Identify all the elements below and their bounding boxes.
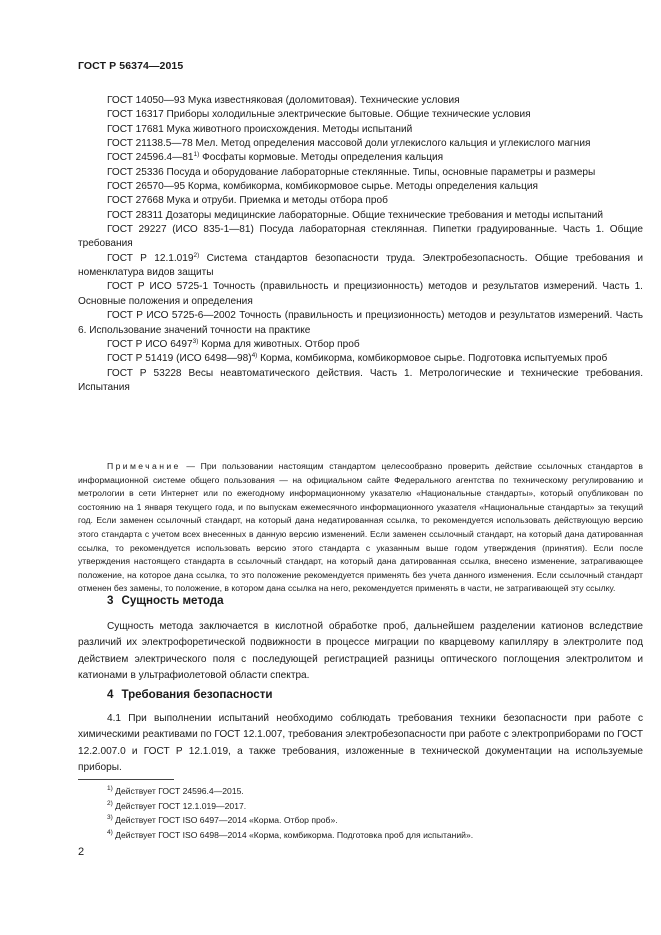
reference-item: ГОСТ 17681 Мука животного происхождения. Методы испытаний (107, 123, 413, 135)
section-4-heading (107, 688, 273, 701)
reference-item: ГОСТ 29227 (ИСО 835-1—81) Посуда лабораторная стеклянная. Пипетки градуированные. Часть 1. Общие требования (78, 224, 643, 250)
reference-item: ГОСТ 26570—95 Корма, комбикорма, комбикормовое сырье. Методы определения кальция (107, 181, 538, 193)
footnote-mark: 1) (107, 785, 113, 792)
reference-item: ГОСТ Р 51419 (ИСО 6498—98)$^{4)}$ Корма, комбикорма, комбикормовое сырье. Подготовка испытуемых проб (107, 352, 608, 365)
section-title: Требования безопасности (121, 688, 273, 701)
reference-item: ГОСТ Р 12.1.019$^{2)}$ Система стандартов безопасности труда. Электробезопасность. Общие требования и номенклатура видов защиты (78, 251, 643, 279)
section-4-text: 4.1 При выполнении испытаний необходимо соблюдать требования техники безопасности при работе с химическими реактивами по ГОСТ 12.1.007, требования электробезопасности при работе с электроприборами по ГОСТ 12.2.007.0 и ГОСТ Р 12.1.019, а также требования, изложенные в технической документации на используемые приборы. (78, 713, 643, 773)
section-title: Сущность метода (121, 594, 224, 607)
section-3-text: Сущность метода заключается в кислотной обработке проб, дальнейшем разделении катионов вследствие различий их электрофоретической подвижности в процессе миграции по кварцевому капилляру в электролите под действием электрического поля с последующей регистрацией разницы оптического поглощения электролитом и катионами в ультрафиолетовой области спектра. (78, 621, 643, 681)
footnote: $^{3)}$ Действует ГОСТ ISO 6497—2014 «Корма. Отбор проб». (107, 814, 338, 826)
footnote-marker: 4) (251, 352, 258, 360)
footnote-marker: 1) (193, 151, 200, 159)
note-dash: — (180, 461, 201, 471)
footnote-separator (78, 779, 174, 780)
reference-item: ГОСТ Р 53228 Весы неавтоматического действия. Часть 1. Метрологические и технические требования. Испытания (78, 367, 643, 393)
note-label: Примечание (107, 461, 181, 471)
note-text: При пользовании настоящим стандартом целесообразно проверить действие ссылочных стандартов в информационной системе общего пользования — на официальном сайте Федерального агентства по техническому регулированию и метрологии в сети Интернет или по ежегодному информационному указателю «Национальные стандарты», который опубликован по состоянию на 1 января текущего года, и по выпускам ежемесячного информационного указателя «Национальные стандарты» за текущий год. Если заменен ссылочный стандарт, на который дана недатированная ссылка, то рекомендуется использовать действующую версию этого стандарта с учетом всех внесенных в данную версию изменений. Если заменен ссылочный стандарт, на который дана датированная ссылка, то рекомендуется использовать версию этого стандарта с указанным выше годом утверждения (принятия). Если после утверждения настоящего стандарта в ссылочный стандарт, на который дана датированная ссылка, внесено изменение, затрагивающее положение, на которое дана ссылка, то это положение рекомендуется применять без учета данного изменения. Если ссылочный стандарт отменен без замены, то положение, в котором дана ссылка на него, рекомендуется применять в части, не затрагивающей эту ссылку. (78, 461, 643, 594)
normative-references-list (78, 94, 643, 395)
footnote-mark: 3) (107, 814, 113, 822)
reference-item: ГОСТ 28311 Дозаторы медицинские лабораторные. Общие технические требования и методы испытаний (107, 209, 604, 221)
footnote-mark: 4) (107, 828, 113, 836)
section-number: 4 (107, 688, 114, 701)
footnotes (107, 784, 473, 842)
reference-item: ГОСТ 21138.5—78 Мел. Метод определения массовой доли углекислого кальция и углекислого магния (107, 138, 591, 150)
reference-item: ГОСТ Р ИСО 5725-1 Точность (правильность и прецизионность) методов и результатов измерений. Часть 1. Основные положения и определения (78, 281, 643, 307)
reference-item: ГОСТ 14050—93 Мука известняковая (доломитовая). Технические условия (107, 95, 460, 106)
footnote-marker: 3) (192, 337, 199, 345)
section-3-heading (107, 594, 224, 607)
note-paragraph (78, 460, 643, 596)
reference-item: ГОСТ 16317 Приборы холодильные электрические бытовые. Общие технические условия (107, 109, 531, 121)
document-header-code: ГОСТ Р 56374—2015 (78, 60, 184, 72)
footnote: $^{1)}$ Действует ГОСТ 24596.4—2015. (107, 785, 244, 796)
reference-item: ГОСТ Р ИСО 5725-6—2002 Точность (правильность и прецизионность) методов и результатов измерений. Часть 6. Использование значений точности на практике (78, 310, 643, 336)
reference-item: ГОСТ 25336 Посуда и оборудование лабораторные стеклянные. Типы, основные параметры и размеры (107, 166, 596, 178)
reference-item: ГОСТ Р ИСО 6497$^{3)}$ Корма для животных. Отбор проб (107, 337, 360, 350)
footnote-marker: 2) (193, 251, 200, 259)
page-number: 2 (78, 846, 85, 858)
footnote: $^{2)}$ Действует ГОСТ 12.1.019—2017. (107, 799, 247, 811)
section-number: 3 (107, 594, 114, 607)
reference-item: ГОСТ 24596.4—81$^{1)}$ Фосфаты кормовые. Методы определения кальция (107, 151, 444, 164)
footnote: $^{4)}$ Действует ГОСТ ISO 6498—2014 «Корма, комбикорма. Подготовка проб для испытаний». (107, 828, 474, 840)
footnote-mark: 2) (107, 799, 113, 807)
reference-item: ГОСТ 27668 Мука и отруби. Приемка и методы отбора проб (107, 195, 388, 207)
